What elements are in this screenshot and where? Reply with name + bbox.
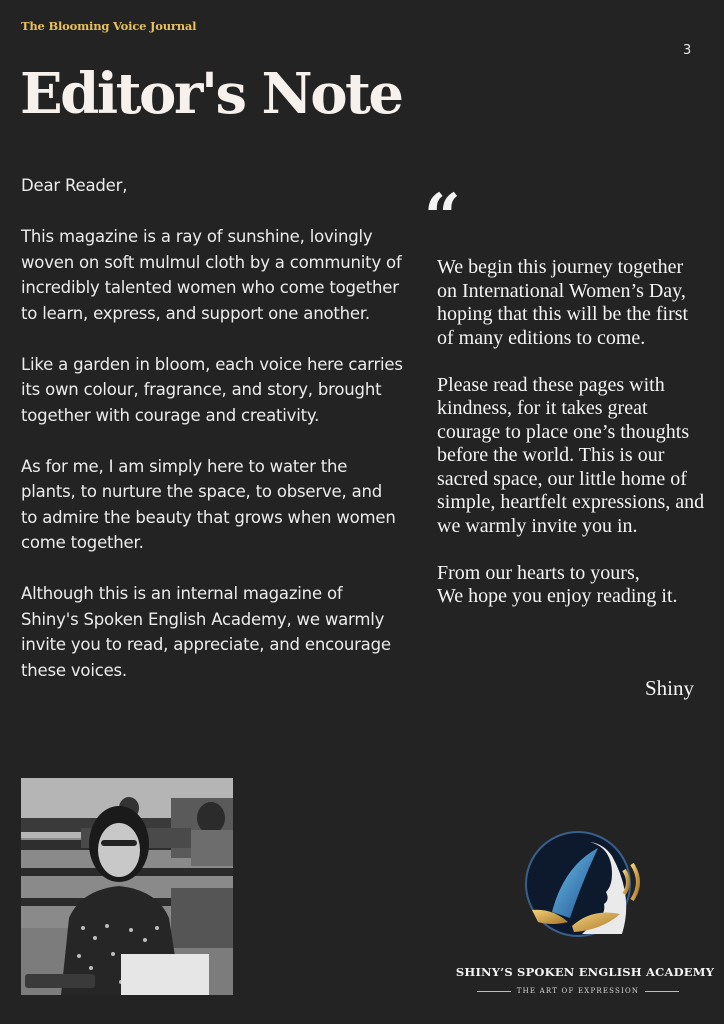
letter-greeting: Dear Reader, (21, 176, 128, 195)
letter-body (21, 173, 403, 709)
journal-name: The Blooming Voice Journal (21, 19, 197, 33)
academy-logo (512, 826, 652, 946)
tagline-row (477, 987, 679, 995)
quote-mark-icon: “ (424, 180, 461, 255)
letter-paragraph: As for me, I am simply here to water the plants, to nurture the space, to observe, and to admire the beauty that grows when women come together. (21, 456, 396, 552)
quote-paragraph: From our hearts to yours, We hope you enjoy reading it. (437, 561, 678, 607)
page-title: Editor's Note (20, 61, 402, 127)
pull-quote (437, 256, 707, 632)
academy-name: SHINY’S SPOKEN ENGLISH ACADEMY (455, 965, 715, 979)
quote-paragraph: Please read these pages with kindness, for it takes great courage to place one’s thoughts before the world. This is our sacred space, our little home of simple, heartfelt expressions, and we warmly invite you in. (437, 373, 705, 537)
divider (477, 991, 511, 992)
tagline: THE ART OF EXPRESSION (516, 987, 640, 995)
page-number: 3 (683, 43, 692, 58)
letter-paragraph: Although this is an internal magazine of Shiny's Spoken English Academy, we warmly invite you to read, appreciate, and encourage these voices. (21, 584, 391, 680)
letter-paragraph: Like a garden in bloom, each voice here carries its own colour, fragrance, and story, brought together with courage and creativity. (21, 354, 403, 425)
divider (645, 991, 679, 992)
quote-paragraph: We begin this journey together on International Women’s Day, hoping that this will be the first of many editions to come. (437, 256, 689, 349)
letter-paragraph: This magazine is a ray of sunshine, lovingly woven on soft mulmul cloth by a community of incredibly talented women who come together to learn, express, and support one another. (21, 227, 402, 323)
signature: Shiny (644, 676, 694, 700)
editor-photo (21, 778, 233, 995)
